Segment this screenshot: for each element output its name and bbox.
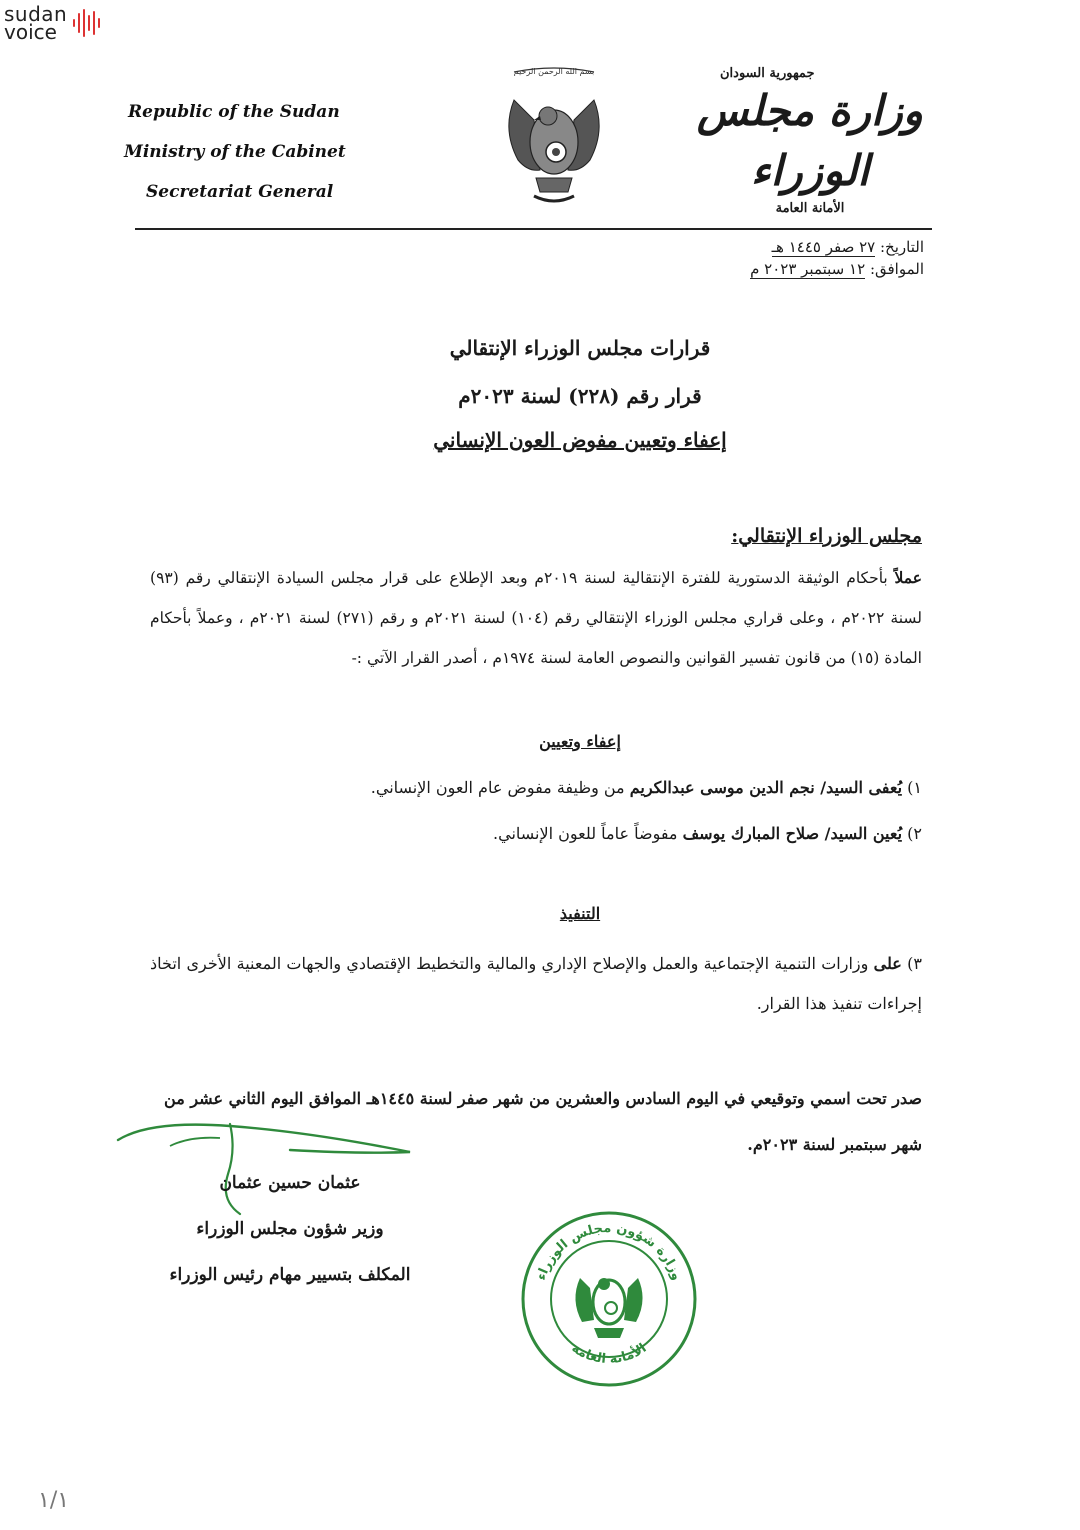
svg-text:الأمانة العامة — [569, 1341, 650, 1367]
gregorian-label: الموافق: — [869, 260, 924, 278]
watermark-logo — [4, 4, 104, 42]
watermark-line1: sudan — [4, 2, 68, 26]
watermark-line2: voice — [4, 20, 57, 44]
hijri-value: ٢٧ صفر ١٤٤٥ هـ — [771, 238, 876, 256]
header-divider — [135, 228, 932, 230]
signatory-name: عثمان حسين عثمان — [219, 1173, 361, 1193]
decision-subject-title: إعفاء وتعيين مفوض العون الإنساني — [433, 428, 727, 452]
signatory-block — [150, 1160, 430, 1298]
item-text: مفوضاً عاماً للعون الإنساني. — [493, 824, 683, 843]
section-heading-implementation: التنفيذ — [559, 904, 601, 923]
en-ministry: Ministry of the Cabinet — [124, 142, 346, 162]
item-bold-text: يُعين السيد/ صلاح المبارك يوسف — [682, 824, 903, 843]
item-bold-text: على — [873, 954, 902, 973]
item-number: ٣) — [907, 954, 922, 973]
english-header — [124, 92, 346, 212]
basmala: بسم الله الرحمن الرحيم — [513, 67, 595, 76]
en-secretariat: Secretariat General — [146, 182, 334, 202]
sudan-emblem-icon — [494, 60, 614, 220]
page-number: ١/١ — [38, 1488, 70, 1513]
gregorian-date — [750, 258, 924, 280]
ar-secretariat: الأمانة العامة — [775, 201, 845, 216]
item-text: من وظيفة مفوض عام العون الإنساني. — [370, 778, 630, 797]
decision-series-title: قرارات مجلس الوزراء الإنتقالي — [449, 336, 711, 360]
list-item — [150, 944, 922, 1024]
en-country: Republic of the Sudan — [128, 102, 340, 122]
signatory-assignment: المكلف بتسيير مهام رئيس الوزراء — [169, 1265, 411, 1285]
gregorian-value: ١٢ سبتمبر ٢٠٢٣ م — [750, 260, 866, 278]
ar-ministry: وزارة مجلس الوزراء — [696, 86, 924, 195]
official-stamp-icon — [518, 1208, 700, 1390]
decision-number-title: قرار رقم (٢٢٨) لسنة ٢٠٢٣م — [458, 384, 702, 408]
hijri-date — [750, 236, 924, 258]
stamp-bottom-text: الأمانة العامة — [568, 1340, 650, 1368]
closing-statement: صدر تحت اسمي وتوقيعي في اليوم السادس والعشرين من شهر صفر لسنة ١٤٤٥هـ الموافق اليوم الثاني عشر من شهر سبتمبر لسنة ٢٠٢٣م. — [164, 1089, 922, 1154]
item-number: ٢) — [907, 824, 922, 843]
stamp-top-text: وزارة شؤون مجلس الوزراء — [533, 1220, 685, 1283]
list-item — [150, 814, 922, 854]
sound-wave-icon — [70, 6, 104, 40]
date-block — [750, 236, 924, 280]
council-heading: مجلس الوزراء الإنتقالي: — [731, 525, 922, 547]
preamble-paragraph — [150, 558, 922, 678]
item-text: وزارات التنمية الإجتماعية والعمل والإصلاح الإداري والمالية والتخطيط الإقتصادي والجهات المعنية الأخرى اتخاذ إجراءات تنفيذ هذا القرار. — [150, 954, 922, 1013]
signatory-title: وزير شؤون مجلس الوزراء — [196, 1219, 384, 1239]
item-bold-text: يُعفى السيد/ نجم الدين موسى عبدالكريم — [629, 778, 903, 797]
preamble-lead: عملاً — [894, 568, 922, 587]
list-item — [150, 768, 922, 808]
hijri-label: التاريخ: — [880, 238, 924, 256]
arabic-header — [680, 66, 940, 216]
ar-country: جمهورية السودان — [720, 66, 815, 81]
section-heading-dismissal: إعفاء وتعيين — [539, 732, 621, 751]
item-number: ١) — [907, 778, 922, 797]
preamble-text: بأحكام الوثيقة الدستورية للفترة الإنتقالية لسنة ٢٠١٩م وبعد الإطلاع على قرار مجلس السيادة الإنتقالي رقم (٩٣) لسنة ٢٠٢٢م ، وعلى قراري مجلس الوزراء الإنتقالي رقم (١٠٤) لسنة ٢٠٢١م و رقم (٢٧١) لسنة ٢٠٢١م ، وعملاً بأحكام المادة (١٥) من قانون تفسير القوانين والنصوص العامة لسنة ١٩٧٤م ، أصدر القرار الآتي :- — [150, 569, 922, 667]
